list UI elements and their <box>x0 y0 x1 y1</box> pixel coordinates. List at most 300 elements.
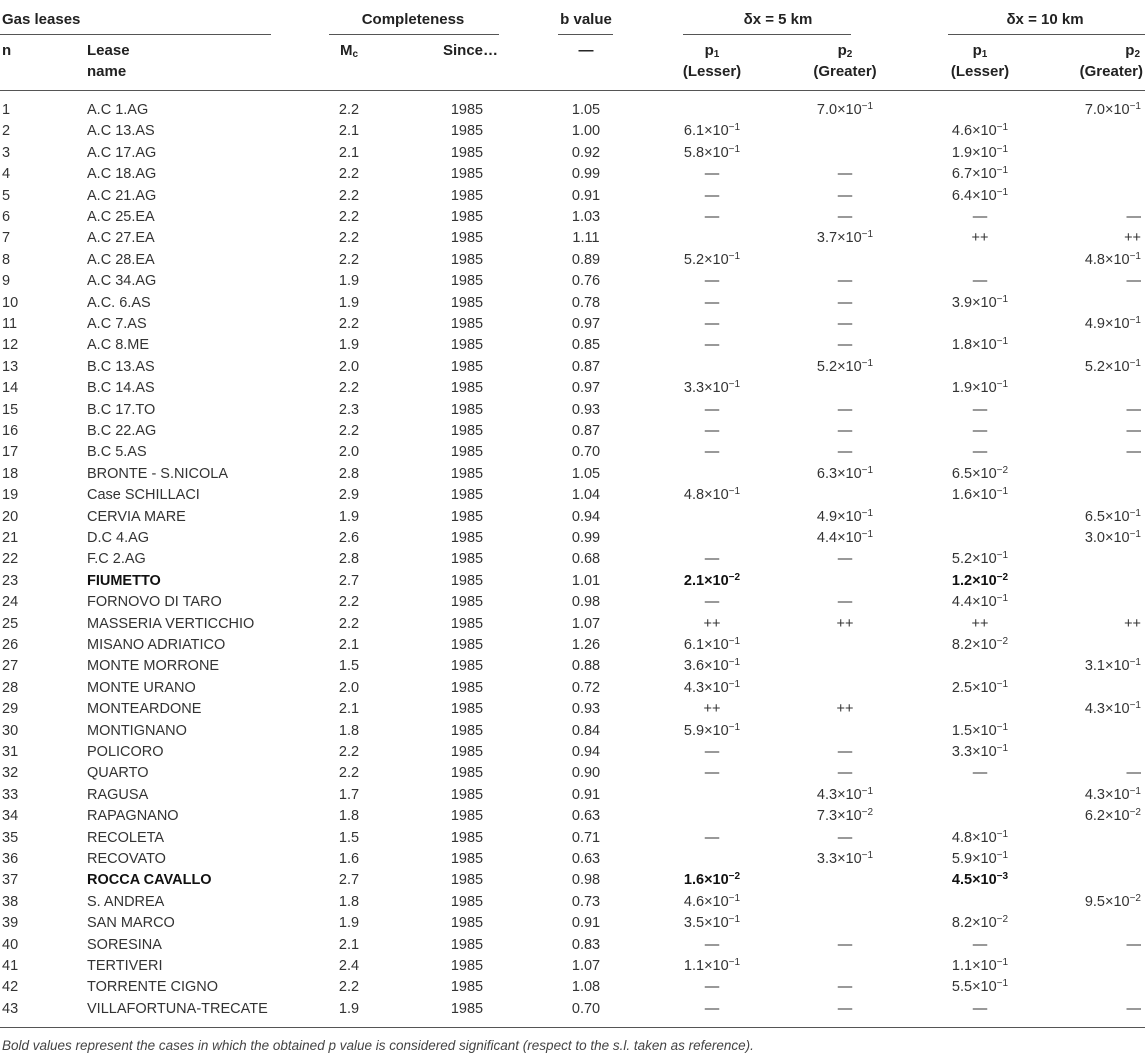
cell-p1a: — <box>704 166 720 183</box>
cell-b: 0.85 <box>571 337 601 354</box>
cell-n: 29 <box>2 701 19 718</box>
cell-mc: 2.2 <box>338 615 360 632</box>
cell-since: 1985 <box>450 294 484 311</box>
table-row <box>0 228 1145 249</box>
cell-mc: 2.2 <box>338 102 360 118</box>
rule-b-value <box>558 34 613 35</box>
cell-mc: 2.2 <box>338 744 360 760</box>
cell-n: 14 <box>2 380 19 397</box>
cell-p2a: — <box>837 316 853 332</box>
cell-name: SORESINA <box>87 936 162 953</box>
cell-mc: 1.8 <box>338 722 360 739</box>
cell-name: B.C 17.TO <box>87 401 156 418</box>
cell-b: 0.98 <box>571 594 601 611</box>
cell-since: 1985 <box>450 102 484 118</box>
cell-since: 1985 <box>450 936 484 953</box>
table-row <box>0 378 1145 399</box>
cell-mc: 2.9 <box>338 487 360 504</box>
cell-p1a: — <box>704 936 720 953</box>
cell-since: 1985 <box>450 358 484 375</box>
cell-name: MONTE MORRONE <box>87 658 220 675</box>
cell-since: 1985 <box>450 273 484 290</box>
cell-n: 43 <box>2 1000 19 1017</box>
cell-p1b: $3.9\times 10^{-1}$ <box>951 293 1009 311</box>
cell-p1b: — <box>972 765 988 782</box>
cell-mc: 2.2 <box>338 423 360 439</box>
header-p2-desc-5km: (Greater) <box>813 63 877 80</box>
cell-b: 0.89 <box>571 251 601 268</box>
cell-name: A.C 13.AS <box>87 123 155 140</box>
cell-since: 1985 <box>450 765 484 782</box>
cell-since: 1985 <box>450 380 484 397</box>
cell-since: 1985 <box>450 786 484 803</box>
cell-p1a: — <box>704 209 720 225</box>
cell-name: RAGUSA <box>87 786 149 803</box>
header-bottom-rule <box>0 90 1145 91</box>
cell-n: 42 <box>2 979 19 996</box>
table-row <box>0 485 1145 506</box>
cell-p1b: $6.5\times 10^{-2}$ <box>951 464 1009 482</box>
cell-since: 1985 <box>450 572 484 589</box>
table-row <box>0 742 1145 763</box>
cell-n: 36 <box>2 851 19 867</box>
cell-p2b: ++ <box>1124 230 1141 247</box>
cell-p1b: — <box>972 209 988 225</box>
table-row <box>0 828 1145 849</box>
cell-b: 0.94 <box>571 744 601 760</box>
cell-since: 1985 <box>450 123 484 140</box>
cell-name: A.C 27.EA <box>87 230 155 247</box>
cell-p1b: — <box>972 273 988 290</box>
cell-p2b: ++ <box>1124 615 1141 632</box>
cell-name: A.C 34.AG <box>87 273 157 290</box>
table-row <box>0 121 1145 142</box>
cell-p1a: — <box>704 594 720 611</box>
cell-n: 20 <box>2 508 19 525</box>
cell-n: 3 <box>2 144 11 161</box>
cell-since: 1985 <box>450 551 484 568</box>
cell-p1a: $4.8\times 10^{-1}$ <box>683 486 741 504</box>
rule-gas-leases <box>0 34 271 35</box>
table-row <box>0 721 1145 742</box>
cell-p2a: — <box>837 829 853 846</box>
header-completeness: Completeness <box>361 11 465 28</box>
cell-name: MISANO ADRIATICO <box>87 637 226 653</box>
cell-p2a: $4.9\times 10^{-1}$ <box>816 507 874 525</box>
cell-n: 32 <box>2 765 19 782</box>
cell-p1b: $5.2\times 10^{-1}$ <box>951 550 1009 568</box>
cell-p1b: — <box>972 444 988 461</box>
table-row <box>0 271 1145 292</box>
cell-b: 1.08 <box>571 979 601 996</box>
cell-n: 8 <box>2 251 11 268</box>
cell-b: 0.91 <box>571 915 601 932</box>
cell-p1b: $1.5\times 10^{-1}$ <box>951 721 1009 739</box>
header-dx-10km: δx = 10 km <box>1006 11 1084 28</box>
cell-p2b: $4.3\times 10^{-1}$ <box>1084 700 1141 718</box>
cell-p2a: — <box>837 209 853 225</box>
cell-p1b: $3.3\times 10^{-1}$ <box>951 743 1009 760</box>
cell-p2a: $7.3\times 10^{-2}$ <box>816 807 874 825</box>
cell-name: Case SCHILLACI <box>87 487 200 504</box>
cell-b: 0.70 <box>571 444 601 461</box>
cell-mc: 1.9 <box>338 337 360 354</box>
cell-p1a: $3.3\times 10^{-1}$ <box>683 379 741 397</box>
cell-b: 0.94 <box>571 508 601 525</box>
cell-mc: 1.9 <box>338 273 360 290</box>
cell-n: 41 <box>2 958 19 974</box>
table-row <box>0 421 1145 442</box>
cell-p1a: — <box>704 979 720 996</box>
cell-b: 0.99 <box>571 166 601 183</box>
cell-name: B.C 13.AS <box>87 358 155 375</box>
cell-name: A.C 1.AG <box>87 102 149 118</box>
cell-p1b: $4.4\times 10^{-1}$ <box>951 593 1009 611</box>
cell-n: 11 <box>2 316 18 332</box>
cell-p1a: — <box>704 744 720 760</box>
cell-b: 0.98 <box>571 872 601 889</box>
rule-dx5 <box>683 34 851 35</box>
cell-mc: 1.9 <box>338 294 360 311</box>
cell-mc: 1.7 <box>338 786 360 803</box>
cell-p2a: ++ <box>836 615 854 632</box>
table-row <box>0 507 1145 528</box>
cell-since: 1985 <box>450 465 484 482</box>
cell-b: 0.93 <box>571 701 601 718</box>
table-row <box>0 678 1145 699</box>
cell-name: A.C 18.AG <box>87 166 157 183</box>
cell-since: 1985 <box>450 187 484 204</box>
cell-n: 15 <box>2 401 19 418</box>
cell-p1a: — <box>704 401 720 418</box>
cell-mc: 1.9 <box>338 508 360 525</box>
cell-mc: 2.0 <box>338 679 360 696</box>
cell-mc: 2.8 <box>338 465 360 482</box>
cell-b: 1.07 <box>571 615 601 632</box>
cell-n: 30 <box>2 722 19 739</box>
cell-n: 37 <box>2 872 19 889</box>
cell-mc: 2.1 <box>338 637 360 653</box>
cell-b: 1.26 <box>571 637 601 653</box>
cell-p2b: $9.5\times 10^{-2}$ <box>1084 892 1141 910</box>
cell-since: 1985 <box>450 337 484 354</box>
cell-since: 1985 <box>450 508 484 525</box>
cell-name: B.C 22.AG <box>87 423 157 439</box>
header-n: n <box>2 42 12 59</box>
cell-mc: 1.9 <box>338 1000 360 1017</box>
cell-n: 35 <box>2 829 19 846</box>
cell-p2a: — <box>837 594 853 611</box>
table-row <box>0 656 1145 677</box>
cell-p1b: $6.4\times 10^{-1}$ <box>951 186 1009 204</box>
cell-p2b: — <box>1126 401 1141 418</box>
cell-p2a: — <box>837 337 853 354</box>
table-row <box>0 335 1145 356</box>
cell-b: 0.71 <box>571 829 601 846</box>
cell-p1b: — <box>972 423 988 439</box>
table-row <box>0 464 1145 485</box>
table-row <box>0 849 1145 870</box>
cell-name: MONTEARDONE <box>87 701 202 718</box>
cell-n: 7 <box>2 230 11 247</box>
cell-b: 0.84 <box>571 722 601 739</box>
cell-p1a: — <box>704 273 720 290</box>
cell-p2a: $5.2\times 10^{-1}$ <box>816 357 874 375</box>
cell-b: 0.63 <box>571 808 601 825</box>
cell-p2a: — <box>837 423 853 439</box>
cell-n: 19 <box>2 487 19 504</box>
cell-p2b: — <box>1126 444 1141 461</box>
cell-n: 23 <box>2 572 19 589</box>
cell-b: 1.11 <box>572 230 600 247</box>
cell-name: A.C 21.AG <box>87 187 157 204</box>
cell-b: 1.01 <box>571 572 601 589</box>
cell-mc: 2.8 <box>338 551 360 568</box>
cell-p1b: ++ <box>971 230 989 247</box>
cell-n: 33 <box>2 786 19 803</box>
table-row <box>0 592 1145 613</box>
cell-p1a: $4.3\times 10^{-1}$ <box>683 678 741 696</box>
cell-n: 6 <box>2 209 11 225</box>
cell-p2b: — <box>1126 1000 1141 1017</box>
cell-n: 12 <box>2 337 19 354</box>
header-gas-leases: Gas leases <box>2 11 81 28</box>
cell-since: 1985 <box>450 251 484 268</box>
table-row <box>0 571 1145 592</box>
cell-p1b: $5.9\times 10^{-1}$ <box>951 850 1009 867</box>
cell-b: 0.88 <box>571 658 601 675</box>
cell-since: 1985 <box>450 423 484 439</box>
cell-n: 22 <box>2 551 19 568</box>
cell-p1a: $5.8\times 10^{-1}$ <box>683 143 741 161</box>
table-row <box>0 549 1145 570</box>
cell-name: MONTE URANO <box>87 679 196 696</box>
cell-name: VILLAFORTUNA-TRECATE <box>87 1000 268 1017</box>
header-p1-5km: $p_1$ <box>704 42 720 60</box>
cell-p2b: $4.9\times 10^{-1}$ <box>1084 315 1141 332</box>
cell-p1a: ++ <box>703 615 721 632</box>
cell-p1b: — <box>972 936 988 953</box>
cell-p1b: $8.2\times 10^{-2}$ <box>951 914 1009 932</box>
table-row <box>0 164 1145 185</box>
cell-p2a: — <box>837 166 853 183</box>
rule-dx10 <box>948 34 1145 35</box>
cell-name: TERTIVERI <box>87 958 163 974</box>
cell-n: 28 <box>2 679 19 696</box>
cell-n: 17 <box>2 444 19 461</box>
cell-mc: 2.2 <box>338 979 360 996</box>
cell-p1b: $1.1\times 10^{-1}$ <box>951 957 1009 974</box>
cell-name: B.C 5.AS <box>87 444 147 461</box>
cell-p1b: $2.5\times 10^{-1}$ <box>951 678 1009 696</box>
cell-p1b: $1.2\times 10^{-2}$ <box>951 571 1009 589</box>
cell-p2a: $4.3\times 10^{-1}$ <box>816 785 874 803</box>
cell-p1a: — <box>704 765 720 782</box>
table-row <box>0 314 1145 335</box>
cell-mc: 2.7 <box>338 872 360 889</box>
cell-p2a: — <box>837 979 853 996</box>
cell-since: 1985 <box>450 701 484 718</box>
cell-b: 0.97 <box>571 316 601 332</box>
cell-mc: 1.5 <box>338 829 360 846</box>
cell-p1b: $4.6\times 10^{-1}$ <box>951 122 1009 140</box>
cell-mc: 1.6 <box>338 851 360 867</box>
cell-since: 1985 <box>450 958 484 974</box>
cell-p1a: — <box>704 423 720 439</box>
cell-p1a: $3.6\times 10^{-1}$ <box>683 657 741 675</box>
header-p2-5km: $p_2$ <box>837 42 853 60</box>
table-row <box>0 143 1145 164</box>
cell-p1b: — <box>972 1000 988 1017</box>
cell-p2a: — <box>837 1000 853 1017</box>
cell-mc: 2.2 <box>338 209 360 225</box>
cell-p2a: — <box>837 401 853 418</box>
cell-p1a: — <box>704 187 720 204</box>
table-row <box>0 892 1145 913</box>
table-row <box>0 806 1145 827</box>
cell-p1b: $4.5\times 10^{-3}$ <box>951 871 1009 889</box>
table-row <box>0 935 1145 956</box>
cell-mc: 2.2 <box>338 187 360 204</box>
cell-p1b: $1.9\times 10^{-1}$ <box>951 143 1009 161</box>
cell-p1a: $4.6\times 10^{-1}$ <box>683 892 741 910</box>
cell-p2b: — <box>1126 273 1141 290</box>
cell-p2a: $7.0\times 10^{-1}$ <box>816 101 874 118</box>
cell-since: 1985 <box>450 872 484 889</box>
cell-name: RECOLETA <box>87 829 165 846</box>
cell-b: 0.90 <box>571 765 601 782</box>
cell-since: 1985 <box>450 893 484 910</box>
cell-since: 1985 <box>450 615 484 632</box>
cell-since: 1985 <box>450 915 484 932</box>
cell-since: 1985 <box>450 679 484 696</box>
header-p2-10km: $p_2$ <box>1125 42 1140 60</box>
cell-since: 1985 <box>450 851 484 867</box>
cell-b: 1.04 <box>571 487 601 504</box>
cell-p2b: — <box>1126 936 1141 953</box>
cell-name: FORNOVO DI TARO <box>87 594 222 611</box>
cell-n: 16 <box>2 423 19 439</box>
header-since: Since… <box>443 42 499 59</box>
cell-p2b: — <box>1126 209 1141 225</box>
cell-p1b: — <box>972 401 988 418</box>
cell-b: 0.99 <box>571 530 601 546</box>
cell-name: ROCCA CAVALLO <box>87 872 212 889</box>
cell-p2a: $3.3\times 10^{-1}$ <box>816 850 874 867</box>
cell-p1b: $1.6\times 10^{-1}$ <box>951 486 1009 504</box>
cell-b: 1.05 <box>571 102 601 118</box>
header-p1-desc-5km: (Lesser) <box>682 63 742 80</box>
cell-b: 0.73 <box>571 893 601 910</box>
cell-mc: 2.2 <box>338 316 360 332</box>
cell-p1a: $1.6\times 10^{-2}$ <box>683 871 741 889</box>
cell-since: 1985 <box>450 166 484 183</box>
cell-since: 1985 <box>450 401 484 418</box>
cell-name: F.C 2.AG <box>87 551 146 568</box>
cell-p1a: $6.1\times 10^{-1}$ <box>683 122 741 140</box>
table-row <box>0 207 1145 228</box>
header-lease-1: Lease <box>87 42 130 59</box>
cell-n: 39 <box>2 915 19 932</box>
cell-p1a: $3.5\times 10^{-1}$ <box>683 914 741 932</box>
cell-mc: 2.2 <box>338 166 360 183</box>
cell-name: D.C 4.AG <box>87 530 150 546</box>
cell-p2b: $3.1\times 10^{-1}$ <box>1084 657 1141 675</box>
cell-p1a: $1.1\times 10^{-1}$ <box>683 957 741 974</box>
cell-p2a: ++ <box>836 701 854 718</box>
table-row <box>0 999 1145 1020</box>
cell-name: RECOVATO <box>87 851 166 867</box>
cell-p2a: $4.4\times 10^{-1}$ <box>816 529 874 546</box>
cell-n: 10 <box>2 294 19 311</box>
header-b-dash: — <box>578 42 594 59</box>
cell-name: RAPAGNANO <box>87 808 179 825</box>
cell-p2a: — <box>837 187 853 204</box>
cell-n: 31 <box>2 744 19 760</box>
cell-name: B.C 14.AS <box>87 380 155 397</box>
cell-since: 1985 <box>450 316 484 332</box>
cell-p2a: — <box>837 765 853 782</box>
cell-p2b: $5.2\times 10^{-1}$ <box>1084 357 1141 375</box>
cell-since: 1985 <box>450 744 484 760</box>
cell-p1a: — <box>704 1000 720 1017</box>
table-row <box>0 977 1145 998</box>
cell-p2a: $3.7\times 10^{-1}$ <box>816 229 874 247</box>
table-row <box>0 186 1145 207</box>
table-row <box>0 400 1145 421</box>
cell-mc: 2.0 <box>338 358 360 375</box>
cell-since: 1985 <box>450 637 484 653</box>
cell-mc: 2.3 <box>338 401 360 418</box>
cell-p1a: $2.1\times 10^{-2}$ <box>683 571 741 589</box>
cell-since: 1985 <box>450 658 484 675</box>
table-row <box>0 614 1145 635</box>
header-lease-2: name <box>87 63 127 80</box>
cell-mc: 2.1 <box>338 123 360 140</box>
cell-n: 4 <box>2 166 11 183</box>
cell-p1a: — <box>704 294 720 311</box>
cell-p1b: ++ <box>971 615 989 632</box>
cell-p2a: — <box>837 444 853 461</box>
cell-n: 25 <box>2 615 19 632</box>
cell-name: POLICORO <box>87 744 164 760</box>
cell-b: 0.72 <box>571 679 601 696</box>
cell-since: 1985 <box>450 722 484 739</box>
cell-p2b: $4.3\times 10^{-1}$ <box>1084 785 1141 803</box>
cell-name: A.C 17.AG <box>87 144 157 161</box>
cell-p2a: — <box>837 294 853 311</box>
cell-mc: 2.1 <box>338 936 360 953</box>
cell-name: A.C 7.AS <box>87 316 147 332</box>
cell-p2b: $4.8\times 10^{-1}$ <box>1084 250 1141 268</box>
cell-since: 1985 <box>450 444 484 461</box>
cell-name: TORRENTE CIGNO <box>87 979 219 996</box>
cell-since: 1985 <box>450 487 484 504</box>
header-p1-10km: $p_1$ <box>972 42 988 60</box>
header-mc: $M_c$ <box>340 42 359 60</box>
cell-p2b: $7.0\times 10^{-1}$ <box>1084 101 1141 118</box>
cell-p1a: ++ <box>703 701 721 718</box>
rule-completeness <box>329 34 499 35</box>
cell-name: S. ANDREA <box>87 893 165 910</box>
cell-since: 1985 <box>450 209 484 225</box>
cell-b: 1.07 <box>571 958 601 974</box>
header-p1-desc-10km: (Lesser) <box>950 63 1010 80</box>
cell-p1b: $5.5\times 10^{-1}$ <box>951 978 1009 996</box>
cell-b: 0.70 <box>571 1000 601 1017</box>
cell-p1b: $6.7\times 10^{-1}$ <box>951 165 1009 183</box>
cell-p2b: $3.0\times 10^{-1}$ <box>1084 529 1141 546</box>
